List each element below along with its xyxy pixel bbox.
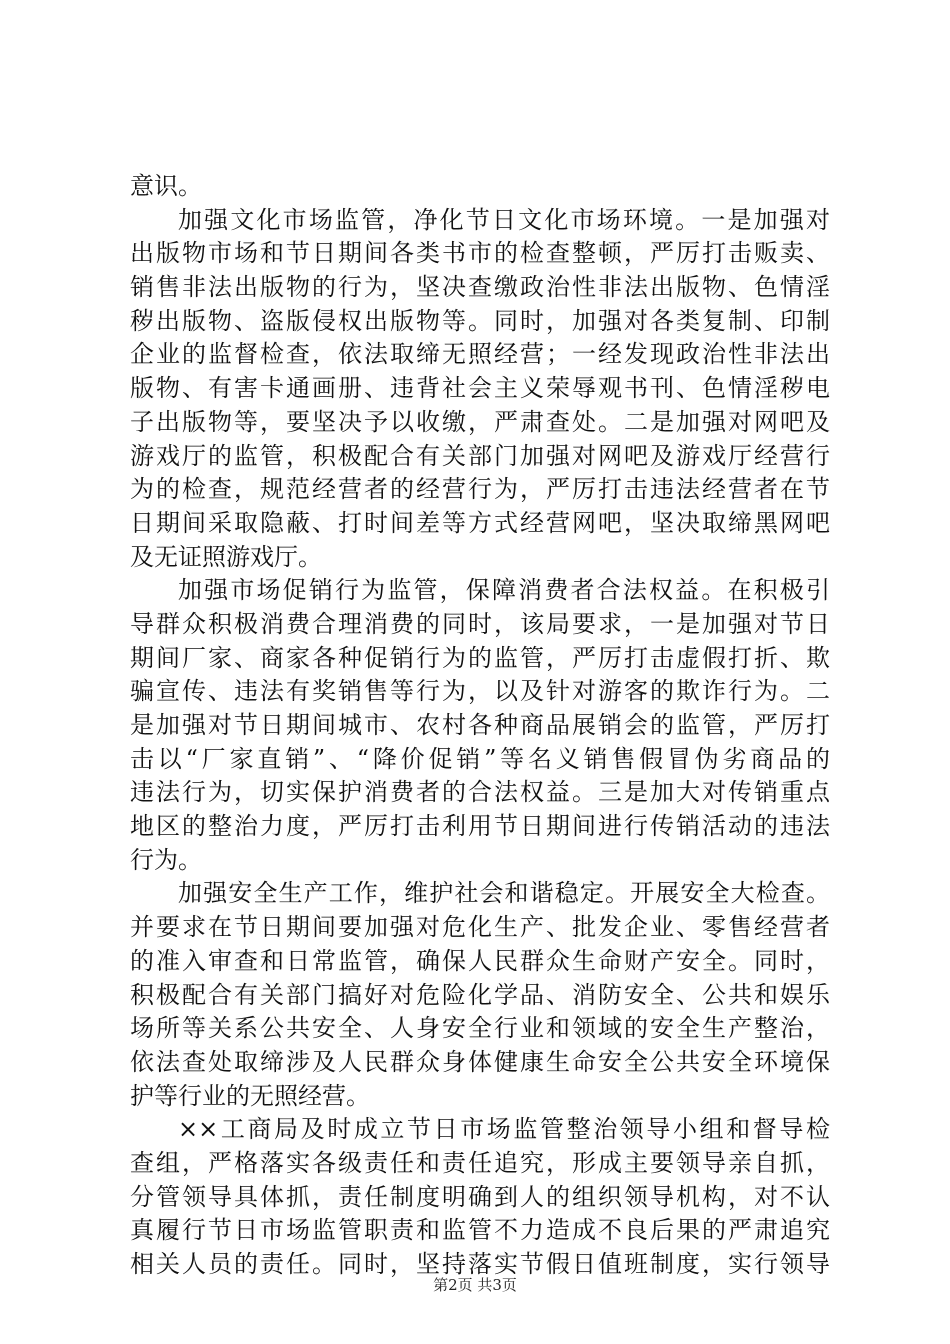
text-line: 护等行业的无照经营。 — [130, 1081, 370, 1110]
text-line: 子出版物等，要坚决予以收缴，严肃查处。二是加强对网吧及 — [130, 407, 830, 436]
paragraph — [130, 204, 830, 575]
text-line: 销售非法出版物的行为，坚决查缴政治性非法出版物、色情淫 — [130, 273, 830, 302]
page-number-label: 第2页 共3页 — [433, 1276, 517, 1294]
paragraph — [130, 170, 830, 204]
text-line: 是加强对节日期间城市、农村各种商品展销会的监管，严厉打 — [130, 711, 830, 739]
text-line: 依法查处取缔涉及人民群众身体健康生命安全公共安全环境保 — [130, 1047, 830, 1076]
text-line: 查组，严格落实各级责任和责任追究，形成主要领导亲自抓， — [130, 1148, 830, 1177]
text-line: 行为。 — [130, 845, 202, 874]
text-line: 相关人员的责任。同时，坚持落实节假日值班制度，实行领导 — [130, 1250, 830, 1278]
text-line: 真履行节日市场监管职责和监管不力造成不良后果的严肃追究 — [130, 1216, 830, 1245]
text-line: 违法行为，切实保护消费者的合法权益。三是加大对传销重点 — [130, 778, 830, 807]
text-line: 游戏厅的监管，积极配合有关部门加强对网吧及游戏厅经营行 — [130, 441, 830, 470]
text-line: 企业的监督检查，依法取缔无照经营；一经发现政治性非法出 — [130, 340, 830, 369]
text-line: 及无证照游戏厅。 — [130, 542, 322, 571]
text-line: 并要求在节日期间要加强对危化生产、批发企业、零售经营者 — [130, 913, 830, 942]
text-line: 加强文化市场监管，净化节日文化市场环境。一是加强对 — [178, 205, 830, 234]
text-line: 加强安全生产工作，维护社会和谐稳定。开展安全大检查。 — [178, 879, 830, 908]
text-line: 出版物市场和节日期间各类书市的检查整顿，严厉打击贩卖、 — [130, 239, 830, 268]
text-line: 场所等关系公共安全、人身安全行业和领域的安全生产整治， — [130, 1014, 830, 1043]
paragraph — [130, 574, 830, 877]
text-line: 意识。 — [130, 172, 202, 200]
text-line: 期间厂家、商家各种促销行为的监管，严厉打击虚假打折、欺 — [130, 643, 830, 672]
paragraph — [130, 1113, 830, 1281]
text-line: 加强市场促销行为监管，保障消费者合法权益。在积极引 — [178, 576, 830, 605]
document-body — [130, 170, 830, 1282]
text-line: 版物、有害卡通画册、违背社会主义荣辱观书刊、色情淫秽电 — [130, 374, 830, 403]
text-line: 分管领导具体抓，责任制度明确到人的组织领导机构，对不认 — [130, 1182, 830, 1211]
text-line: 地区的整治力度，严厉打击利用节日期间进行传销活动的违法 — [130, 812, 830, 841]
text-line: 骗宣传、违法有奖销售等行为，以及针对游客的欺诈行为。二 — [130, 677, 830, 706]
text-line: 导群众积极消费合理消费的同时，该局要求，一是加强对节日 — [130, 609, 830, 638]
text-line: 秽出版物、盗版侵权出版物等。同时，加强对各类复制、印制 — [130, 306, 830, 335]
text-line: 日期间采取隐蔽、打时间差等方式经营网吧，坚决取缔黑网吧 — [130, 508, 830, 537]
paragraph — [130, 877, 830, 1113]
text-line: 积极配合有关部门搞好对危险化学品、消防安全、公共和娱乐 — [130, 980, 830, 1009]
text-line: 为的检查，规范经营者的经营行为，严厉打击违法经营者在节 — [130, 475, 830, 504]
text-line: 击以“厂家直销”、“降价促销”等名义销售假冒伪劣商品的 — [130, 744, 830, 773]
page-footer — [0, 1275, 950, 1295]
text-line: 的准入审查和日常监管，确保人民群众生命财产安全。同时， — [130, 946, 830, 975]
text-line: ××工商局及时成立节日市场监管整治领导小组和督导检 — [178, 1115, 830, 1144]
